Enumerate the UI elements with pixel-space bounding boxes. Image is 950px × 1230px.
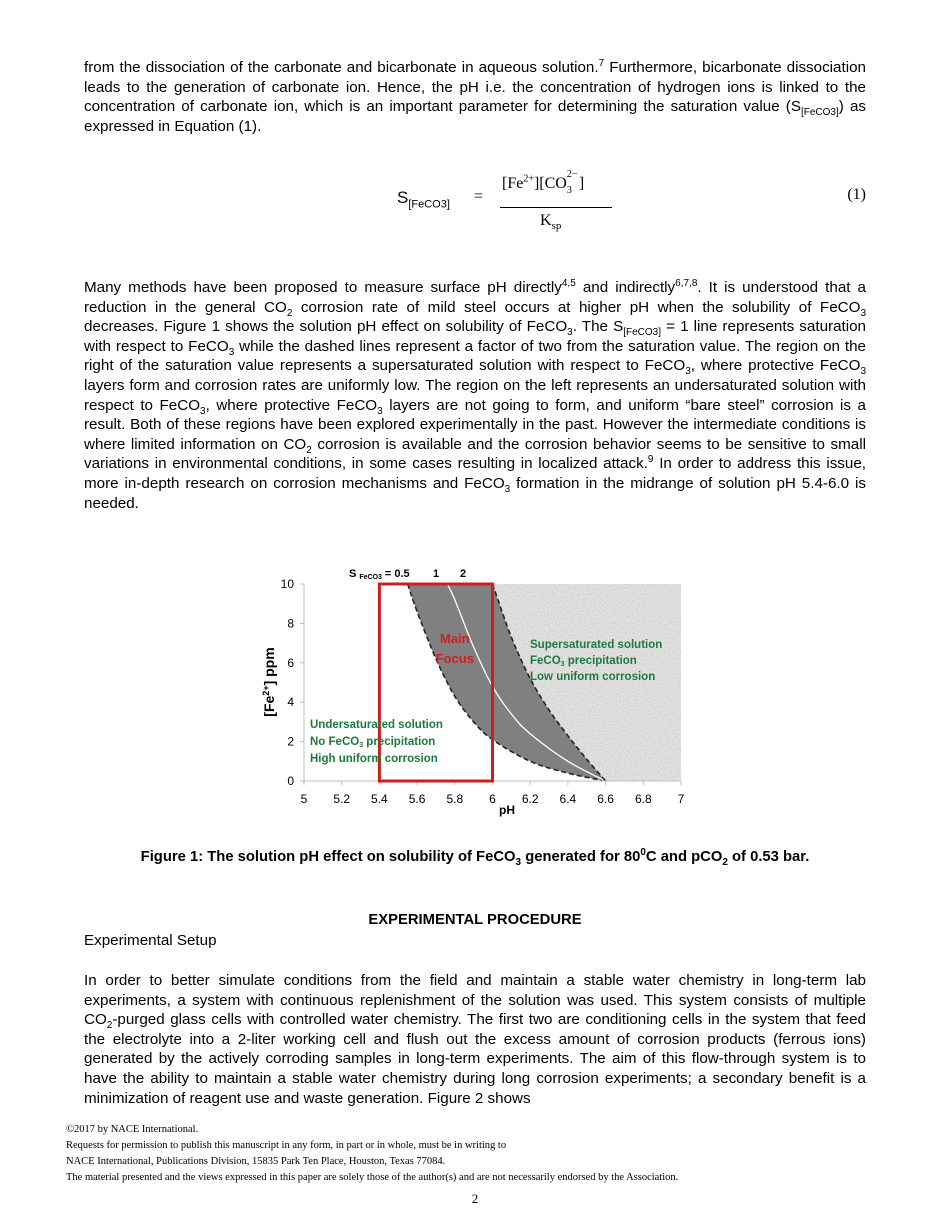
citation-ref: 4,5 xyxy=(561,277,576,289)
y-axis-label xyxy=(261,647,277,716)
caption-part: Figure 1: The solution pH effect on solubility of FeCO xyxy=(140,849,516,865)
text-run: formation in the midrange of solution pH 5.4-6.0 is needed. xyxy=(84,474,867,512)
eq-s-sub: [FeCO3] xyxy=(408,198,450,211)
subsection-heading: Experimental Setup xyxy=(84,932,217,949)
subscript: 2 xyxy=(286,307,293,319)
text-run: In order to better simulate conditions from the field and maintain a stable water chemistry in long-term lab experiments, a system with continuous replenishment of the solution was used. This system consists of multiple CO xyxy=(84,972,866,1029)
annotation-line: High uniform corrosion xyxy=(310,753,438,765)
equation-equals: = xyxy=(474,188,484,205)
annotation-part: No FeCO xyxy=(310,736,360,748)
equation-numerator: $[Fe^{2+}][CO$ 2− 3 ] xyxy=(502,169,585,196)
text-run: Furthermore, bicarbonate dissociation leads to the generation of carbonate ion. Hence, the pH i.e. the concentration of hydrogen ions is linked to the concentration of carbonate ion, which is an important parameter for determining the saturation value (S xyxy=(84,59,866,116)
annotation-line xyxy=(530,655,637,668)
caption-sup: 0 xyxy=(640,847,646,859)
x-tick-label: 7 xyxy=(677,792,685,806)
text-run: corrosion is available and the corrosion behavior seems to be sensitive to small variations in environmental conditions, in some cases resulting in localized attack. xyxy=(84,435,866,473)
x-tick-label: 6.6 xyxy=(597,792,614,806)
undersaturated-annotation xyxy=(310,719,443,765)
x-tick-label: 5.2 xyxy=(333,792,351,806)
y-tick-label: 6 xyxy=(287,655,294,670)
x-tick-label: 5.8 xyxy=(446,792,464,806)
y-label-part: [Fe xyxy=(261,695,277,717)
curve-label-1: 1 xyxy=(432,568,440,580)
caption-part: C and pCO xyxy=(645,849,723,865)
text-run: decreases. Figure 1 shows the solution pH effect on solubility of FeCO xyxy=(84,318,568,336)
eq-k: K xyxy=(540,212,552,229)
y-label-sup: 2+ xyxy=(261,685,271,696)
x-tick-label: 6 xyxy=(489,792,496,806)
footer-copyright: ©2017 by NACE International. xyxy=(66,1124,199,1135)
x-tick-label: 5 xyxy=(300,792,308,806)
text-run: = 1 line represents saturation with respect to FeCO xyxy=(84,318,867,355)
eq-fe: [Fe xyxy=(502,175,524,192)
citation-ref: 9 xyxy=(647,454,654,466)
figure-caption xyxy=(84,847,866,868)
eq-k-sub: sp xyxy=(551,220,562,233)
text-run: while the dashed lines represent a factor of two from the saturation value. The region on the right of the saturation value represents a supersaturated solution with respect to FeCO xyxy=(84,337,866,375)
subscript: 3 xyxy=(685,366,691,378)
footer-permission: Requests for permission to publish this manuscript in any form, in part or in whole, must be in writing to xyxy=(66,1140,507,1151)
y-tick-label: 8 xyxy=(287,616,294,631)
text-run: , where protective FeCO xyxy=(205,396,378,414)
caption-part: of 0.53 bar. xyxy=(727,849,810,865)
subscript: 3 xyxy=(228,346,235,358)
solubility-chart xyxy=(256,560,696,822)
x-tick-label: 5.6 xyxy=(408,792,426,806)
text-run: corrosion rate of mild steel occurs at higher pH when the solubility of FeCO xyxy=(292,298,861,316)
subscript: [FeCO3] xyxy=(623,327,662,339)
annotation-part: precipitation xyxy=(564,655,637,667)
x-tick-label: 6.4 xyxy=(559,792,577,806)
equation-lhs xyxy=(397,188,450,211)
y-tick-label: 0 xyxy=(287,774,294,788)
text-run: layers form and corrosion rates are uniformly low. The region on the left represents an undersaturated solution with respect to FeCO xyxy=(84,376,866,414)
x-tick-label: 6.2 xyxy=(521,792,539,806)
caption-sub: 3 xyxy=(515,856,522,868)
subscript: 2 xyxy=(306,444,312,456)
subscript: 3 xyxy=(200,405,206,417)
eq-co: ][CO xyxy=(533,175,567,192)
annotation-line xyxy=(310,736,435,749)
eq-s: S xyxy=(397,188,409,207)
text-run: , where protective FeCO xyxy=(690,357,861,375)
y-tick-label: 10 xyxy=(280,577,294,591)
caption-part: generated for 80 xyxy=(521,849,641,865)
annotation-part: FeCO xyxy=(530,655,561,667)
caption-sub: 2 xyxy=(722,856,728,868)
eq-fe-sup: 2+ xyxy=(523,173,534,185)
annotation-line: Undersaturated solution xyxy=(310,719,443,731)
citation-ref: 6,7,8 xyxy=(675,277,698,289)
label-part: = 0.5 xyxy=(384,568,410,580)
subscript: 3 xyxy=(860,366,866,378)
citation-ref: 7 xyxy=(598,57,605,69)
subscript: 3 xyxy=(377,405,383,417)
page-number: 2 xyxy=(471,1191,479,1206)
text-run: layers are not going to form, and uniform “bare steel” corrosion is a result. Both of these regions have been explored experimentally in the past. However the intermediate conditions is where limited information on CO xyxy=(84,396,866,453)
subscript: 3 xyxy=(860,307,866,319)
text-run: . The S xyxy=(572,318,624,336)
setup-paragraph xyxy=(84,971,866,1108)
text-run: -purged glass cells with controlled water chemistry. The first two are conditioning cells in the system that feed the electrolyte into a 2-liter working cell and flush out the excess amount of corrosion products (ferrous ions) generated by the actively corroding samples in long-term experiments. The aim of this flow-through system is to have the ability to maintain a stable water chemistry during long corrosion experiments; a secondary benefit is a minimization of reagent use and waste generation. Figure 2 shows xyxy=(84,1011,866,1107)
x-axis-label: pH xyxy=(499,803,515,817)
subscript: 3 xyxy=(567,327,573,339)
footer-address: NACE International, Publications Division, 15835 Park Ten Place, Houston, Texas 77084. xyxy=(66,1156,446,1167)
x-tick-label: 6.8 xyxy=(634,792,652,806)
equation-1 xyxy=(84,169,866,242)
x-tick-label: 5.4 xyxy=(371,792,388,806)
annotation-line: Supersaturated solution xyxy=(530,639,663,651)
methods-paragraph xyxy=(84,278,866,513)
equation-number: (1) xyxy=(847,186,866,203)
text-run: In order to address this issue, more in-depth research on corrosion mechanisms and FeCO xyxy=(84,455,866,492)
subscript: 3 xyxy=(504,483,511,495)
text-run: . It is understood that a reduction in the general CO xyxy=(84,279,866,316)
y-label-part: ] ppm xyxy=(261,647,277,686)
y-tick-label: 2 xyxy=(287,734,294,749)
subscript: [FeCO3] xyxy=(800,107,839,119)
footer-disclaimer: The material presented and the views expressed in this paper are solely those of the author(s) and are not necessarily endorsed by the Association. xyxy=(66,1172,679,1183)
text-run: and indirectly xyxy=(575,279,676,296)
equation-denominator xyxy=(540,212,562,233)
label-part: S xyxy=(349,568,357,580)
eq-close: ] xyxy=(578,175,585,192)
text-run: from the dissociation of the carbonate and bicarbonate in aqueous solution. xyxy=(84,59,599,76)
curve-label-2: 2 xyxy=(459,568,467,580)
text-run: Many methods have been proposed to measure surface pH directly xyxy=(84,279,562,296)
section-heading: EXPERIMENTAL PROCEDURE xyxy=(368,912,582,928)
main-focus-label-line1: Main xyxy=(439,631,470,647)
annotation-sub: 3 xyxy=(560,661,565,668)
annotation-sub: 3 xyxy=(359,742,364,749)
annotation-line: Low uniform corrosion xyxy=(530,671,656,683)
main-focus-label-line2: Focus xyxy=(435,650,474,666)
annotation-part: precipitation xyxy=(363,736,436,748)
label-sub: FeCO3 xyxy=(359,574,382,581)
subscript: 2 xyxy=(106,1020,113,1032)
intro-paragraph xyxy=(84,58,866,136)
fraction-bar xyxy=(500,207,612,208)
text-run: ) as expressed in Equation (1). xyxy=(84,98,866,135)
y-tick-label: 4 xyxy=(287,695,294,710)
